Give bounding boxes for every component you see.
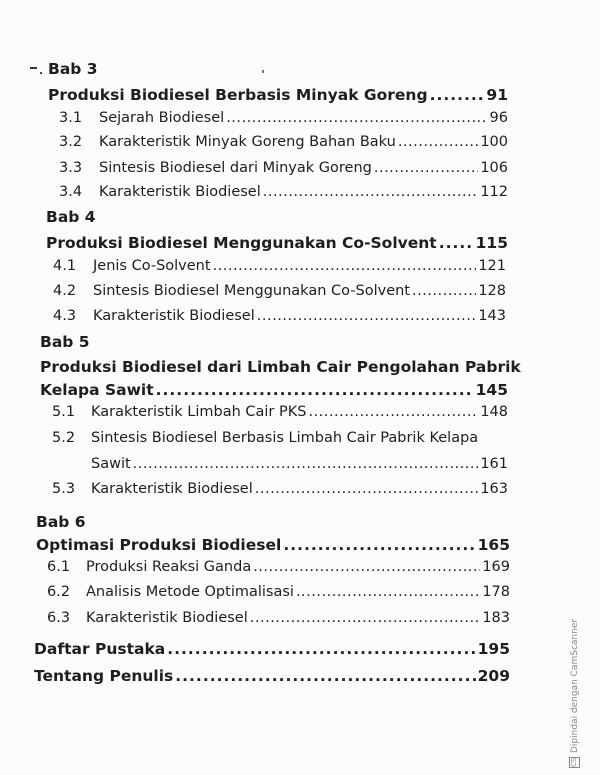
section-title: Sintesis Biodiesel Menggunakan Co-Solvent [93, 283, 410, 299]
scan-speck [40, 72, 42, 74]
page-number: 195 [477, 640, 510, 658]
toc-item-3-4[interactable] [59, 184, 508, 200]
bab4-title-entry[interactable] [46, 234, 508, 252]
section-title: Sintesis Biodiesel dari Minyak Goreng [99, 160, 372, 176]
page-number: 209 [477, 667, 510, 685]
section-number: 3.2 [59, 134, 83, 150]
watermark-text: Dipindai dengan CamScanner [569, 618, 580, 753]
page-number: 161 [480, 456, 508, 472]
bab5-label [40, 333, 90, 351]
chapter-title: Kelapa Sawit [40, 381, 154, 399]
bab5-title-line1[interactable] [40, 358, 521, 376]
toc-item-4-1[interactable] [53, 258, 506, 274]
section-number: 5.3 [52, 481, 76, 497]
section-number: 3.3 [59, 160, 83, 176]
dot-leader [257, 308, 477, 324]
scan-speck [262, 70, 264, 73]
dot-leader [255, 481, 479, 497]
section-title: Sawit [91, 456, 131, 472]
section-title: Karakteristik Limbah Cair PKS [91, 404, 307, 420]
page-number: 106 [480, 160, 508, 176]
dot-leader [167, 640, 475, 658]
bab5-title-entry[interactable] [40, 381, 508, 399]
bab-label-text: Bab 6 [36, 513, 86, 531]
section-number: 3.4 [59, 184, 83, 200]
toc-item-3-2[interactable] [59, 134, 508, 150]
section-number: 6.2 [47, 584, 71, 600]
dot-leader [250, 610, 481, 626]
page-number: 121 [478, 258, 506, 274]
dot-leader [283, 536, 475, 554]
dot-leader [439, 234, 474, 252]
dot-leader [308, 404, 478, 420]
section-number: 6.1 [47, 559, 71, 575]
bab-label-text: Bab 3 [48, 60, 98, 78]
section-number: 4.3 [53, 308, 77, 324]
toc-item-4-2[interactable] [53, 283, 506, 299]
page-number: 183 [482, 610, 510, 626]
dot-leader [263, 184, 479, 200]
page-number: 143 [478, 308, 506, 324]
section-title: Produksi Reaksi Ganda [86, 559, 252, 575]
chapter-title: Tentang Penulis [34, 667, 174, 685]
bab6-label [36, 513, 86, 531]
section-number: 4.2 [53, 283, 77, 299]
section-title: Sejarah Biodiesel [99, 110, 225, 126]
section-title: Karakteristik Biodiesel [86, 610, 248, 626]
chapter-title: Produksi Biodiesel dari Limbah Cair Pengolahan Pabrik [40, 358, 521, 376]
scanner-watermark [569, 619, 580, 768]
chapter-title: Optimasi Produksi Biodiesel [36, 536, 282, 554]
section-number: 4.1 [53, 258, 77, 274]
page-number: 115 [475, 234, 508, 252]
page-number: 178 [482, 584, 510, 600]
dot-leader [374, 160, 478, 176]
page-number: 112 [480, 184, 508, 200]
page-number: 91 [486, 86, 508, 104]
section-number: 5.1 [52, 404, 76, 420]
toc-item-4-3[interactable] [53, 308, 506, 324]
section-title: Karakteristik Biodiesel [91, 481, 253, 497]
page-number: 100 [480, 134, 508, 150]
page-number: 96 [489, 110, 508, 126]
section-number: 3.1 [59, 110, 83, 126]
page-number: 128 [478, 283, 506, 299]
page-number: 145 [475, 381, 508, 399]
dot-leader [430, 86, 485, 104]
toc-item-3-1[interactable] [59, 110, 508, 126]
dot-leader [296, 584, 480, 600]
toc-item-6-3[interactable] [47, 610, 510, 626]
bab3-title-entry[interactable] [48, 86, 508, 104]
dot-leader [175, 667, 475, 685]
section-title: Karakteristik Minyak Goreng Bahan Baku [99, 134, 396, 150]
toc-item-5-3[interactable] [52, 481, 508, 497]
page-number: 148 [480, 404, 508, 420]
section-number: 6.3 [47, 610, 71, 626]
bab6-title-entry[interactable] [36, 536, 510, 554]
bab4-label [46, 208, 96, 226]
chapter-title: Produksi Biodiesel Berbasis Minyak Goreng [48, 86, 428, 104]
dot-leader [156, 381, 474, 399]
section-title: Karakteristik Biodiesel [99, 184, 261, 200]
tentang-penulis-entry[interactable] [34, 667, 510, 685]
bab-label-text: Bab 4 [46, 208, 96, 226]
dot-leader [253, 559, 480, 575]
toc-item-5-1[interactable] [52, 404, 508, 420]
toc-item-3-3[interactable] [59, 160, 508, 176]
section-title: Karakteristik Biodiesel [93, 308, 255, 324]
section-title: Jenis Co-Solvent [93, 258, 211, 274]
section-number: 5.2 [52, 430, 76, 446]
scan-speck [30, 67, 37, 69]
bab3-label [48, 60, 98, 78]
dot-leader [213, 258, 477, 274]
daftar-pustaka-entry[interactable] [34, 640, 510, 658]
section-title: Analisis Metode Optimalisasi [86, 584, 294, 600]
dot-leader [133, 456, 479, 472]
toc-item-6-2[interactable] [47, 584, 510, 600]
page-number: 169 [482, 559, 510, 575]
dot-leader [398, 134, 479, 150]
chapter-title: Daftar Pustaka [34, 640, 166, 658]
camscanner-icon: CS [570, 757, 578, 767]
toc-item-5-2[interactable] [91, 456, 508, 472]
toc-item-6-1[interactable] [47, 559, 510, 575]
dot-leader [226, 110, 487, 126]
page-number: 163 [480, 481, 508, 497]
toc-item-5-2-line1[interactable] [52, 430, 478, 446]
dot-leader [412, 283, 476, 299]
section-title: Sintesis Biodiesel Berbasis Limbah Cair Pabrik Kelapa [91, 430, 479, 446]
page-number: 165 [477, 536, 510, 554]
chapter-title: Produksi Biodiesel Menggunakan Co-Solvent [46, 234, 437, 252]
bab-label-text: Bab 5 [40, 333, 90, 351]
